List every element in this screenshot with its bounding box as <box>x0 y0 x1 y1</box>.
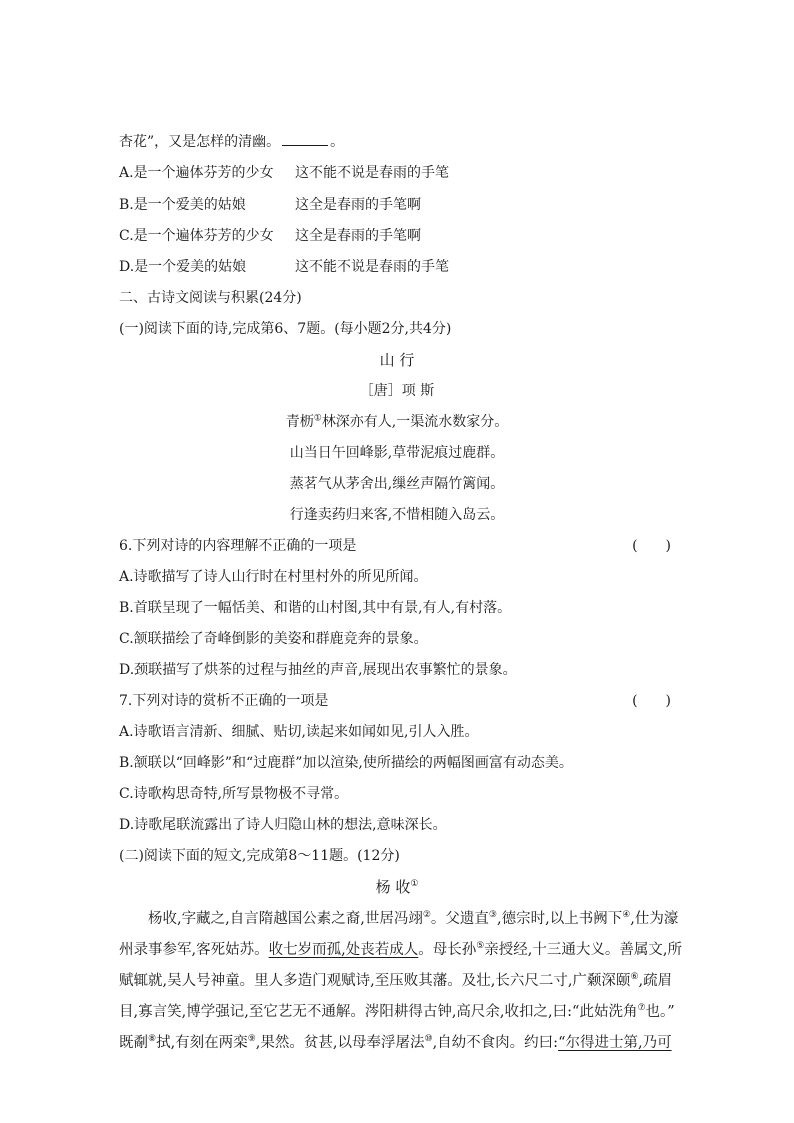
q7-option: B.颔联以“回峰影”和“过鹿群”加以渲染,使所描绘的两幅图画富有动态美。 <box>119 755 573 771</box>
q7-option: C.诗歌构思奇特,所写景物极不寻常。 <box>119 786 349 802</box>
prose-line: 州录事参军,客死姑苏。收七岁而孤,处丧若成人。母长孙⑤亲授经,十三通大义。善属文,所 <box>119 941 683 958</box>
q5-option-b: B.是一个爱美的姑娘 这全是春雨的手笔啊 <box>119 197 421 213</box>
q5-tail: 杏花”，又是怎样的清幽。 。 <box>119 134 345 150</box>
answer-blank <box>282 133 328 146</box>
q7-option: A.诗歌语言清新、细腻、贴切,读起来如闻如见,引人入胜。 <box>119 724 479 740</box>
q6-option: C.颔联描绘了奇峰倒影的美姿和群鹿竞奔的景象。 <box>119 631 428 647</box>
underlined-sentence: 收七岁而孤,处丧若成人 <box>268 942 419 958</box>
underlined-sentence: “尔得进士第,乃可 <box>558 1035 672 1051</box>
answer-paren: ( ) <box>632 538 671 554</box>
q6-option: A.诗歌描写了诗人山行时在村里村外的所见所闻。 <box>119 569 428 585</box>
prose-title: 杨 收① <box>375 878 419 896</box>
q5-option-d: D.是一个爱美的姑娘 这不能不说是春雨的手笔 <box>119 259 449 275</box>
q6-option: D.颈联描写了烘茶的过程与抽丝的声音,展现出农事繁忙的景象。 <box>119 662 517 678</box>
poem-line: 行逢卖药归来客,不惜相随入岛云。 <box>289 507 505 523</box>
part2-intro: (二)阅读下面的短文,完成第8～11题。(12分) <box>119 848 400 864</box>
q5-option-a: A.是一个遍体芬芳的少女 这不能不说是春雨的手笔 <box>119 165 449 181</box>
q5-option-c: C.是一个遍体芬芳的少女 这全是春雨的手笔啊 <box>119 228 421 244</box>
section-title: 二、古诗文阅读与积累(24分) <box>119 290 302 306</box>
poem-line: 蒸茗气从茅舍出,缫丝声隔竹篱闻。 <box>289 476 505 492</box>
poem-line: 山当日午回峰影,草带泥痕过鹿群。 <box>289 445 505 461</box>
q7-option: D.诗歌尾联流露出了诗人归隐山林的想法,意味深长。 <box>119 817 447 833</box>
q6-stem: 6.下列对诗的内容理解不正确的一项是 ( ) <box>119 538 671 554</box>
prose-line: 杨收,字藏之,自言隋越国公素之裔,世居冯翊②。父遗直③,德宗时,以上书阙下④,仕为濠 <box>148 910 679 927</box>
poem-line: 青枥①林深亦有人,一渠流水数家分。 <box>285 413 509 430</box>
prose-line: 目,寡言笑,博学强记,至它艺无不通解。涔阳耕得古钟,高尺余,收扣之,曰:“此姑洗角⑦也。” <box>119 1003 675 1020</box>
poem-author: ［唐］项 斯 <box>359 383 435 399</box>
q7-stem: 7.下列对诗的赏析不正确的一项是 ( ) <box>119 693 671 709</box>
poem-title: 山 行 <box>379 351 415 369</box>
part1-intro: (一)阅读下面的诗,完成第6、7题。(每小题2分,共4分) <box>119 321 452 337</box>
prose-line: 既劀⑧拭,有刻在两栾⑨,果然。贫甚,以母奉浮屠法⑩,自幼不食肉。约曰:“尔得进士第,乃可 <box>119 1034 672 1051</box>
answer-paren: ( ) <box>632 693 671 709</box>
q6-option: B.首联呈现了一幅恬美、和谐的山村图,其中有景,有人,有村落。 <box>119 600 512 616</box>
prose-line: 赋辄就,吴人号神童。里人多造门观赋诗,至压败其藩。及壮,长六尺二寸,广颡深颐⑥,疏眉 <box>119 972 673 989</box>
